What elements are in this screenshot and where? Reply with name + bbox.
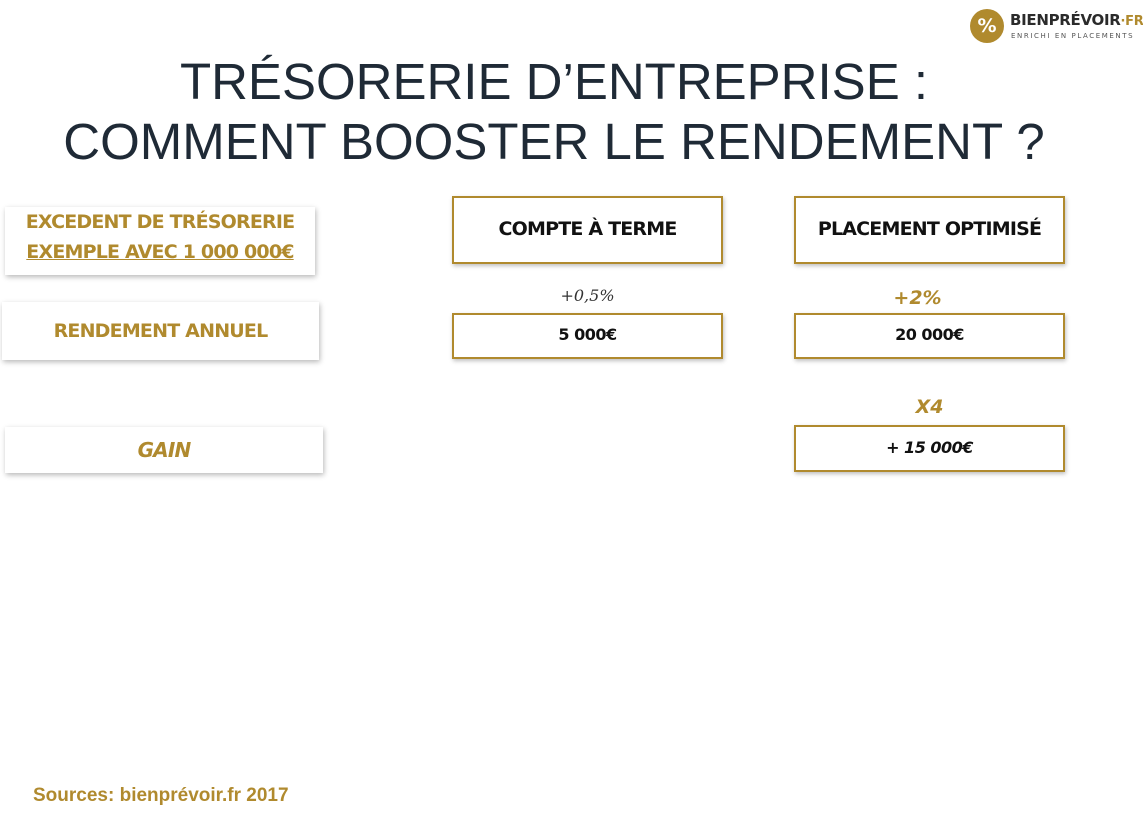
logo-tagline: ENRICHI EN PLACEMENTS: [1011, 32, 1135, 40]
brand-logo: [970, 7, 1143, 47]
placement-optimise-header: PLACEMENT OPTIMISÉ: [794, 196, 1065, 264]
rendement-label: RENDEMENT ANNUEL: [2, 302, 319, 360]
compte-a-terme-rate: +0,5%: [560, 286, 615, 305]
logo-suffix: ·FR: [1120, 14, 1143, 29]
excedent-label: [5, 207, 315, 275]
placement-optimise-rendement: 20 000€: [794, 313, 1065, 359]
page-title-line-2: COMMENT BOOSTER LE RENDEMENT ?: [63, 113, 1045, 170]
excedent-label-line-1: EXCEDENT DE TRÉSORERIE: [25, 211, 295, 233]
page-title-line-1: TRÉSORERIE D’ENTREPRISE :: [179, 53, 929, 110]
excedent-label-line-2: EXEMPLE AVEC 1 000 000€: [26, 241, 294, 263]
placement-optimise-multiplier: X4: [915, 396, 944, 418]
gain-label: GAIN: [5, 427, 323, 473]
logo-name: [1010, 11, 1143, 29]
placement-optimise-gain: + 15 000€: [794, 425, 1065, 472]
compte-a-terme-header: COMPTE À TERME: [452, 196, 723, 264]
sources-note: Sources: bienprévoir.fr 2017: [33, 785, 289, 806]
percent-icon: %: [970, 9, 1004, 43]
placement-optimise-rate: +2%: [893, 287, 942, 309]
compte-a-terme-rendement: 5 000€: [452, 313, 723, 359]
logo-name-text: BIENPRÉVOIR: [1010, 11, 1121, 29]
